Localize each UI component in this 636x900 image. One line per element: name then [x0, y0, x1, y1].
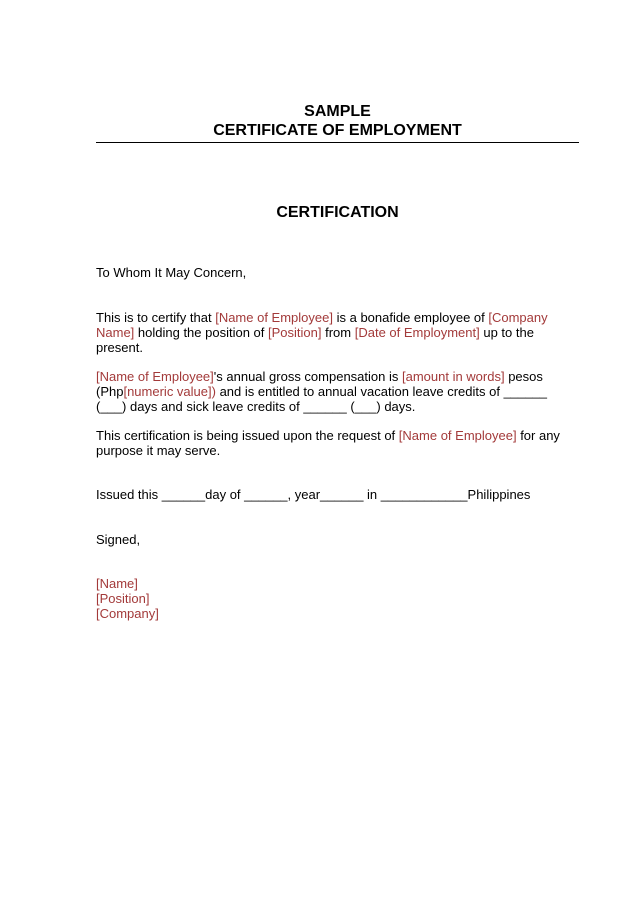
placeholder-employee-name: [Name of Employee] — [215, 310, 333, 325]
text-segment: This is to certify that — [96, 310, 216, 325]
paragraph-compensation — [96, 369, 566, 414]
signature-position: [Position] — [96, 591, 150, 606]
salutation: To Whom It May Concern, — [96, 265, 247, 280]
text-segment: 's annual gross compensation is — [213, 369, 402, 384]
title-line-sample: SAMPLE — [304, 103, 371, 120]
signature-block — [96, 576, 159, 621]
text-segment: pesos (Php — [96, 369, 543, 399]
paragraph-certify — [96, 310, 566, 355]
placeholder-amount-in-words: [amount in words] — [401, 369, 505, 384]
placeholder-company-name: [Company Name] — [96, 310, 548, 340]
placeholder-date-of-employment: [Date of Employment] — [354, 325, 480, 340]
text-segment: for any purpose it may serve. — [96, 428, 560, 458]
title-underline — [96, 142, 579, 143]
placeholder-numeric-value: [numeric value]) — [123, 384, 216, 399]
signature-name: [Name] — [96, 576, 138, 591]
placeholder-employee-name: [Name of Employee] — [398, 428, 517, 443]
text-segment: up to the present. — [96, 325, 534, 355]
text-segment: holding the position of — [134, 325, 269, 340]
text-segment: This certification is being issued upon the request of — [96, 428, 399, 443]
section-heading: CERTIFICATION — [276, 204, 399, 221]
text-segment: from — [321, 325, 355, 340]
text-segment: and is entitled to annual vacation leave credits of ______ (___) days and sick leave credits of ______ (___) days. — [96, 384, 547, 414]
placeholder-position: [Position] — [268, 325, 322, 340]
signature-company: [Company] — [96, 606, 159, 621]
title-line-certificate: CERTIFICATE OF EMPLOYMENT — [213, 122, 462, 139]
document-title — [96, 102, 579, 140]
issued-line: Issued this ______day of ______, year______ in ____________Philippines — [96, 487, 531, 502]
placeholder-employee-name: [Name of Employee] — [96, 369, 214, 384]
signed-label: Signed, — [96, 532, 141, 547]
text-segment: is a bonafide employee of — [332, 310, 489, 325]
paragraph-request — [96, 428, 566, 458]
